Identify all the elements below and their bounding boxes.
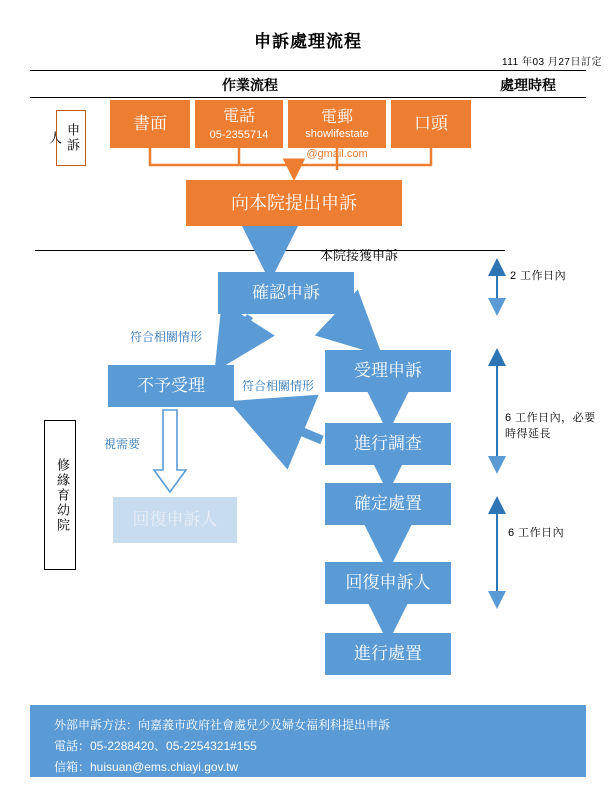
footer-line-email: 信箱：huisuan@ems.chiayi.gov.tw	[54, 760, 239, 774]
not-accept-box: 不予受理	[108, 365, 234, 407]
timing-reply: 6 工作日內	[508, 527, 565, 539]
header-rule-bottom	[30, 97, 586, 98]
confirm-complaint-box: 確認申訴	[218, 272, 354, 314]
received-complaint-label: 本院接獲申訴	[320, 248, 399, 263]
intake-verbal-box: 口頭	[391, 100, 471, 148]
intake-email-line1: showlifestate	[305, 127, 369, 140]
side-label-organization: 修緣育幼院	[44, 420, 76, 570]
label-match-condition-2: 符合相關情形	[241, 379, 314, 393]
decide-action-box: 確定處置	[325, 483, 451, 525]
reply-appellant-box-right: 回復申訴人	[325, 562, 451, 604]
revision-date: 111 年03 月27日訂定	[501, 57, 602, 68]
execute-action-box: 進行處置	[325, 633, 451, 675]
intake-email-box	[288, 100, 386, 148]
timing-investigate: 6 工作日內，必要時得延長	[505, 412, 596, 440]
external-complaint-footer	[30, 705, 586, 777]
label-match-condition-1: 符合相關情形	[129, 330, 202, 344]
intake-email-line2: @gmail.com	[306, 148, 368, 160]
investigate-box: 進行調查	[325, 423, 451, 465]
intake-written-box: 書面	[110, 100, 190, 148]
timing-confirm: 2 工作日內	[510, 270, 567, 282]
column-header-flow: 作業流程	[222, 77, 278, 93]
intake-email-label: 電郵	[320, 108, 353, 126]
page-title: 申訴處理流程	[254, 32, 362, 51]
intake-phone-box	[195, 100, 283, 148]
side-label-appellant: 申訴人	[56, 110, 86, 166]
reply-appellant-box-left: 回復申訴人	[113, 497, 237, 543]
accept-complaint-box: 受理申訴	[325, 350, 451, 392]
submit-complaint-box: 向本院提出申訴	[186, 180, 402, 226]
intake-phone-label: 電話	[222, 107, 255, 125]
footer-line-method: 外部申訴方法：向嘉義市政府社會處兒少及婦女福利科提出申訴	[54, 718, 391, 732]
column-header-time: 處理時程	[500, 77, 556, 93]
header-rule-top	[30, 70, 586, 71]
label-as-needed: 視需要	[103, 437, 140, 451]
intake-phone-number: 05-2355714	[209, 128, 269, 141]
footer-line-phone: 電話：05-2288420、05-2254321#155	[54, 739, 257, 753]
